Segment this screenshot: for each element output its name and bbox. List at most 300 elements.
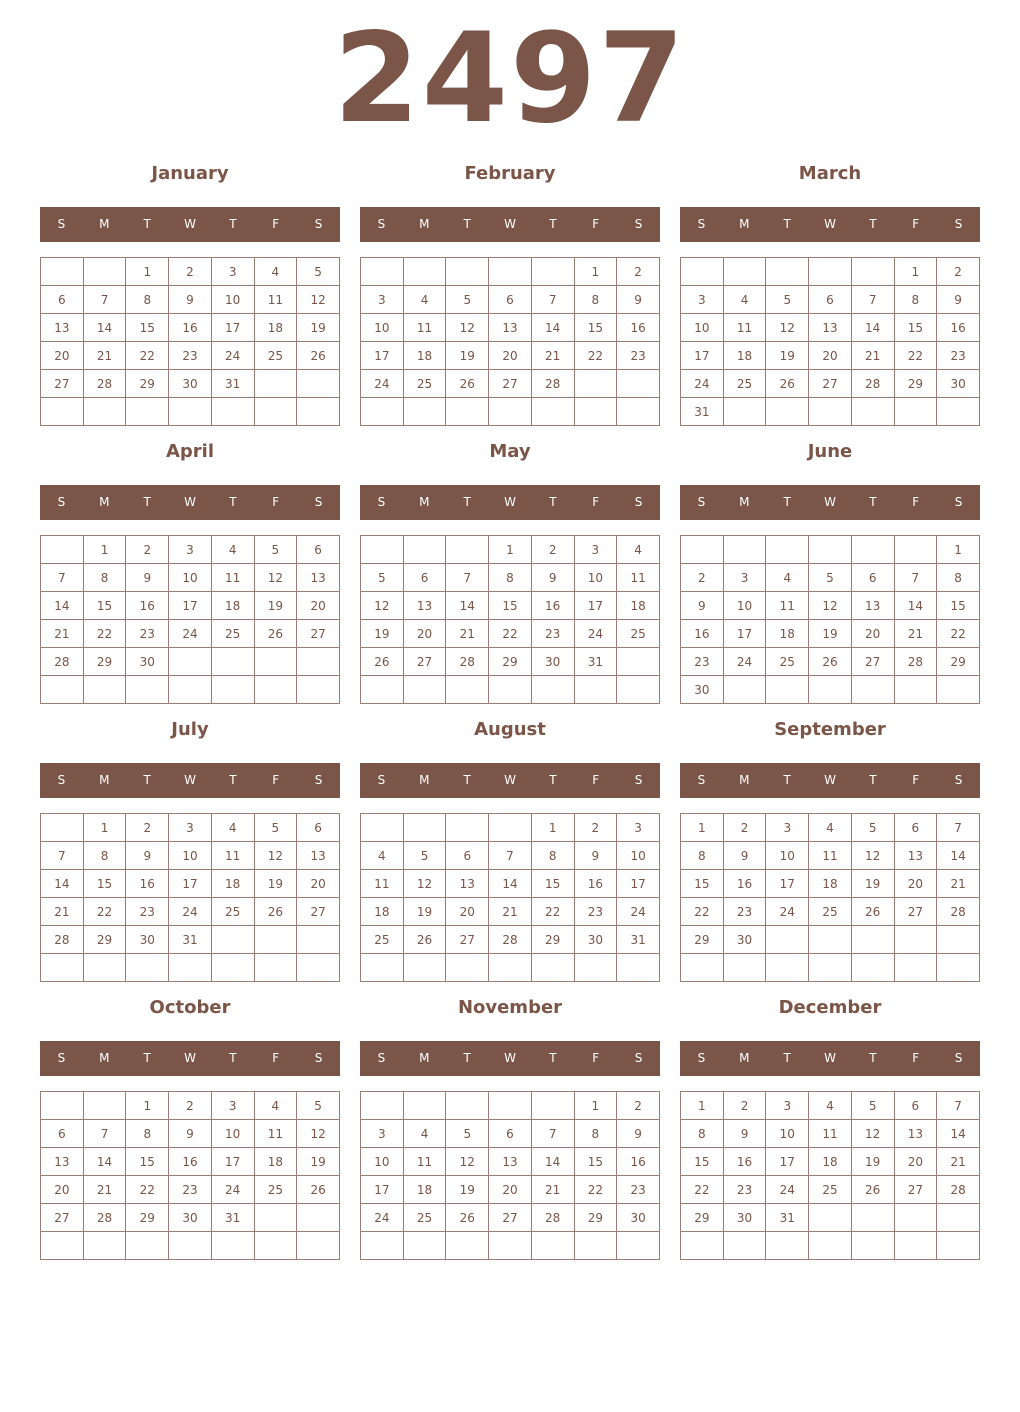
day-cell: 12 bbox=[297, 1120, 340, 1148]
day-cell: 18 bbox=[254, 314, 297, 342]
day-cell: 31 bbox=[681, 398, 724, 426]
day-cell: 1 bbox=[574, 1092, 617, 1120]
weekday-label: S bbox=[634, 217, 643, 231]
day-cell: 1 bbox=[126, 258, 169, 286]
day-cell bbox=[809, 258, 852, 286]
day-cell: 29 bbox=[681, 926, 724, 954]
weekday-header bbox=[680, 485, 980, 520]
day-cell bbox=[254, 1232, 297, 1260]
day-cell bbox=[41, 258, 84, 286]
day-cell: 18 bbox=[723, 342, 766, 370]
day-cell bbox=[211, 398, 254, 426]
day-cell: 10 bbox=[617, 842, 660, 870]
day-cell: 31 bbox=[617, 926, 660, 954]
day-cell: 14 bbox=[531, 314, 574, 342]
day-cell: 3 bbox=[766, 1092, 809, 1120]
month-name: July bbox=[171, 719, 209, 740]
day-cell: 3 bbox=[617, 814, 660, 842]
week-row bbox=[681, 676, 980, 704]
day-cell: 6 bbox=[894, 814, 937, 842]
day-cell: 15 bbox=[531, 870, 574, 898]
day-cell bbox=[41, 954, 84, 982]
day-cell: 1 bbox=[894, 258, 937, 286]
day-cell: 13 bbox=[403, 592, 446, 620]
day-cell bbox=[617, 676, 660, 704]
weekday-label: S bbox=[954, 1051, 963, 1065]
day-cell: 3 bbox=[723, 564, 766, 592]
day-cell: 7 bbox=[446, 564, 489, 592]
day-cell: 9 bbox=[617, 1120, 660, 1148]
week-row bbox=[41, 954, 340, 982]
day-cell: 1 bbox=[531, 814, 574, 842]
day-cell: 12 bbox=[361, 592, 404, 620]
day-cell: 30 bbox=[574, 926, 617, 954]
weekday-label: M bbox=[419, 1051, 430, 1065]
day-cell: 10 bbox=[211, 286, 254, 314]
week-row bbox=[681, 1092, 980, 1120]
day-cell bbox=[83, 258, 126, 286]
day-cell: 25 bbox=[211, 620, 254, 648]
weekday-label: S bbox=[377, 1051, 386, 1065]
weekday-label: M bbox=[739, 773, 750, 787]
weekday-label: T bbox=[463, 773, 471, 787]
weekday-label: S bbox=[634, 495, 643, 509]
week-row bbox=[681, 258, 980, 286]
weekday-label: F bbox=[912, 217, 920, 231]
day-cell: 24 bbox=[361, 370, 404, 398]
day-cell bbox=[894, 676, 937, 704]
day-cell bbox=[446, 814, 489, 842]
day-cell: 9 bbox=[681, 592, 724, 620]
day-cell bbox=[574, 398, 617, 426]
day-cell: 7 bbox=[489, 842, 532, 870]
day-cell bbox=[531, 258, 574, 286]
day-cell: 2 bbox=[617, 1092, 660, 1120]
day-cell: 3 bbox=[211, 258, 254, 286]
month-name: February bbox=[464, 163, 556, 184]
day-cell: 18 bbox=[254, 1148, 297, 1176]
weekday-header bbox=[680, 1041, 980, 1076]
day-cell: 4 bbox=[617, 536, 660, 564]
day-cell bbox=[574, 954, 617, 982]
day-cell: 25 bbox=[809, 1176, 852, 1204]
day-cell: 27 bbox=[489, 1204, 532, 1232]
day-cell bbox=[361, 536, 404, 564]
day-cell: 3 bbox=[766, 814, 809, 842]
weekday-label: M bbox=[419, 495, 430, 509]
day-cell: 2 bbox=[723, 1092, 766, 1120]
day-cell bbox=[489, 814, 532, 842]
day-cell: 11 bbox=[766, 592, 809, 620]
day-cell: 15 bbox=[574, 314, 617, 342]
day-cell: 22 bbox=[126, 1176, 169, 1204]
day-cell: 3 bbox=[169, 814, 212, 842]
day-cell bbox=[361, 954, 404, 982]
week-row bbox=[41, 314, 340, 342]
day-cell: 15 bbox=[83, 592, 126, 620]
day-cell: 28 bbox=[83, 370, 126, 398]
day-cell: 24 bbox=[681, 370, 724, 398]
day-cell: 8 bbox=[681, 1120, 724, 1148]
day-cell: 23 bbox=[126, 620, 169, 648]
day-cell: 20 bbox=[297, 592, 340, 620]
day-cell bbox=[83, 676, 126, 704]
weekday-label: T bbox=[549, 773, 557, 787]
day-cell bbox=[403, 1092, 446, 1120]
week-row bbox=[361, 1120, 660, 1148]
day-cell: 24 bbox=[211, 1176, 254, 1204]
day-cell: 27 bbox=[297, 620, 340, 648]
day-cell: 30 bbox=[169, 370, 212, 398]
weekday-label: S bbox=[634, 1051, 643, 1065]
day-cell: 15 bbox=[681, 1148, 724, 1176]
day-cell: 27 bbox=[446, 926, 489, 954]
weekday-label: M bbox=[739, 1051, 750, 1065]
day-cell: 7 bbox=[83, 286, 126, 314]
weekday-header bbox=[40, 485, 340, 520]
day-cell bbox=[894, 954, 937, 982]
weekday-label: F bbox=[592, 773, 600, 787]
weekday-label: T bbox=[143, 773, 151, 787]
day-cell bbox=[809, 676, 852, 704]
day-cell: 1 bbox=[83, 536, 126, 564]
day-cell bbox=[531, 1092, 574, 1120]
week-row bbox=[681, 814, 980, 842]
month-name: January bbox=[151, 163, 229, 184]
day-cell: 25 bbox=[254, 1176, 297, 1204]
weekday-label: F bbox=[272, 773, 280, 787]
day-cell: 30 bbox=[681, 676, 724, 704]
weekday-label: S bbox=[377, 217, 386, 231]
day-cell bbox=[169, 648, 212, 676]
day-cell: 31 bbox=[211, 1204, 254, 1232]
day-cell: 24 bbox=[766, 1176, 809, 1204]
week-row bbox=[361, 842, 660, 870]
day-cell: 13 bbox=[489, 1148, 532, 1176]
weekday-label: F bbox=[592, 217, 600, 231]
day-cell: 25 bbox=[723, 370, 766, 398]
day-cell bbox=[83, 1232, 126, 1260]
day-cell: 28 bbox=[41, 926, 84, 954]
day-grid bbox=[360, 257, 660, 426]
day-cell: 8 bbox=[681, 842, 724, 870]
day-cell bbox=[297, 926, 340, 954]
week-row bbox=[41, 1092, 340, 1120]
day-cell: 4 bbox=[766, 564, 809, 592]
day-cell bbox=[446, 954, 489, 982]
day-cell bbox=[766, 398, 809, 426]
weekday-label: T bbox=[549, 217, 557, 231]
day-cell: 15 bbox=[894, 314, 937, 342]
day-cell: 19 bbox=[446, 1176, 489, 1204]
day-cell: 16 bbox=[126, 592, 169, 620]
day-cell: 10 bbox=[766, 842, 809, 870]
day-cell bbox=[809, 954, 852, 982]
day-cell: 20 bbox=[41, 1176, 84, 1204]
week-row bbox=[361, 1232, 660, 1260]
day-cell: 11 bbox=[403, 1148, 446, 1176]
day-cell: 8 bbox=[126, 286, 169, 314]
day-cell: 10 bbox=[211, 1120, 254, 1148]
day-cell: 12 bbox=[851, 842, 894, 870]
day-cell: 7 bbox=[937, 814, 980, 842]
day-cell bbox=[126, 954, 169, 982]
day-cell: 11 bbox=[361, 870, 404, 898]
week-row bbox=[681, 898, 980, 926]
day-cell bbox=[851, 1204, 894, 1232]
weekday-label: T bbox=[869, 495, 877, 509]
day-cell: 26 bbox=[297, 342, 340, 370]
day-cell bbox=[297, 1204, 340, 1232]
day-cell: 17 bbox=[617, 870, 660, 898]
weekday-label: M bbox=[739, 495, 750, 509]
day-cell: 12 bbox=[254, 564, 297, 592]
weekday-label: S bbox=[697, 773, 706, 787]
day-cell: 19 bbox=[766, 342, 809, 370]
day-cell bbox=[723, 1232, 766, 1260]
day-cell: 29 bbox=[531, 926, 574, 954]
day-cell: 4 bbox=[254, 258, 297, 286]
day-cell bbox=[83, 954, 126, 982]
day-cell: 15 bbox=[489, 592, 532, 620]
day-cell bbox=[531, 1232, 574, 1260]
day-cell bbox=[169, 676, 212, 704]
day-cell: 15 bbox=[937, 592, 980, 620]
weekday-header bbox=[680, 763, 980, 798]
week-row bbox=[41, 814, 340, 842]
weekday-label: F bbox=[912, 1051, 920, 1065]
day-cell: 26 bbox=[361, 648, 404, 676]
day-cell bbox=[574, 1232, 617, 1260]
weekday-label: F bbox=[272, 217, 280, 231]
day-cell: 2 bbox=[169, 258, 212, 286]
weekday-label: T bbox=[869, 773, 877, 787]
day-cell: 4 bbox=[211, 536, 254, 564]
weekday-label: S bbox=[57, 495, 66, 509]
day-cell: 4 bbox=[403, 286, 446, 314]
week-row bbox=[681, 620, 980, 648]
day-cell: 13 bbox=[297, 842, 340, 870]
day-cell: 30 bbox=[531, 648, 574, 676]
day-cell: 17 bbox=[169, 592, 212, 620]
day-cell: 24 bbox=[766, 898, 809, 926]
day-cell bbox=[297, 954, 340, 982]
day-cell: 6 bbox=[403, 564, 446, 592]
day-cell: 23 bbox=[126, 898, 169, 926]
weekday-header bbox=[360, 1041, 660, 1076]
weekday-label: T bbox=[783, 217, 791, 231]
day-cell: 18 bbox=[766, 620, 809, 648]
day-cell: 8 bbox=[83, 564, 126, 592]
day-cell: 9 bbox=[531, 564, 574, 592]
day-cell bbox=[937, 676, 980, 704]
day-cell: 21 bbox=[894, 620, 937, 648]
day-cell: 22 bbox=[681, 1176, 724, 1204]
weekday-label: S bbox=[314, 495, 323, 509]
month-name: April bbox=[165, 441, 215, 462]
day-cell: 23 bbox=[723, 1176, 766, 1204]
day-cell: 13 bbox=[41, 1148, 84, 1176]
day-cell: 4 bbox=[254, 1092, 297, 1120]
day-cell: 11 bbox=[254, 286, 297, 314]
day-cell bbox=[41, 536, 84, 564]
weekday-label: S bbox=[634, 773, 643, 787]
day-cell bbox=[723, 398, 766, 426]
year-title: 2497 bbox=[333, 7, 687, 151]
week-row bbox=[681, 286, 980, 314]
weekday-label: T bbox=[229, 773, 237, 787]
day-cell: 28 bbox=[531, 370, 574, 398]
day-grid bbox=[40, 813, 340, 982]
day-cell: 26 bbox=[766, 370, 809, 398]
day-cell bbox=[489, 1232, 532, 1260]
day-cell bbox=[361, 676, 404, 704]
day-cell: 26 bbox=[446, 370, 489, 398]
day-cell: 10 bbox=[766, 1120, 809, 1148]
day-cell: 13 bbox=[894, 1120, 937, 1148]
day-cell: 16 bbox=[531, 592, 574, 620]
weekday-label: M bbox=[99, 217, 110, 231]
day-cell bbox=[297, 370, 340, 398]
day-cell: 24 bbox=[169, 898, 212, 926]
weekday-label: S bbox=[377, 495, 386, 509]
weekday-label: W bbox=[824, 495, 836, 509]
week-row bbox=[41, 926, 340, 954]
weekday-label: W bbox=[184, 495, 196, 509]
day-grid bbox=[680, 1091, 980, 1260]
day-cell: 26 bbox=[403, 926, 446, 954]
day-cell: 9 bbox=[723, 1120, 766, 1148]
day-cell bbox=[851, 676, 894, 704]
day-cell: 14 bbox=[83, 1148, 126, 1176]
day-cell: 2 bbox=[126, 536, 169, 564]
day-cell: 6 bbox=[41, 286, 84, 314]
day-cell: 24 bbox=[617, 898, 660, 926]
day-cell: 7 bbox=[531, 1120, 574, 1148]
day-cell bbox=[937, 954, 980, 982]
month-name: October bbox=[149, 997, 231, 1018]
weekday-label: T bbox=[463, 217, 471, 231]
weekday-label: S bbox=[954, 217, 963, 231]
day-cell: 6 bbox=[851, 564, 894, 592]
day-cell bbox=[83, 398, 126, 426]
day-cell: 4 bbox=[809, 814, 852, 842]
day-cell: 2 bbox=[574, 814, 617, 842]
day-cell bbox=[297, 398, 340, 426]
day-cell: 17 bbox=[211, 1148, 254, 1176]
week-row bbox=[361, 1176, 660, 1204]
week-row bbox=[361, 814, 660, 842]
day-cell bbox=[851, 954, 894, 982]
day-cell: 31 bbox=[211, 370, 254, 398]
day-cell: 22 bbox=[681, 898, 724, 926]
day-cell: 4 bbox=[361, 842, 404, 870]
day-cell bbox=[446, 676, 489, 704]
day-cell: 19 bbox=[809, 620, 852, 648]
day-cell: 30 bbox=[126, 648, 169, 676]
day-cell: 22 bbox=[83, 620, 126, 648]
day-cell: 8 bbox=[894, 286, 937, 314]
day-cell bbox=[169, 398, 212, 426]
weekday-label: T bbox=[463, 1051, 471, 1065]
week-row bbox=[681, 564, 980, 592]
day-cell: 27 bbox=[403, 648, 446, 676]
week-row bbox=[361, 898, 660, 926]
day-cell: 22 bbox=[574, 1176, 617, 1204]
day-cell bbox=[126, 398, 169, 426]
day-cell: 3 bbox=[211, 1092, 254, 1120]
day-cell bbox=[254, 370, 297, 398]
day-cell: 25 bbox=[211, 898, 254, 926]
day-cell bbox=[297, 676, 340, 704]
weekday-label: W bbox=[504, 773, 516, 787]
week-row bbox=[41, 592, 340, 620]
day-cell: 5 bbox=[809, 564, 852, 592]
day-cell bbox=[531, 676, 574, 704]
day-cell: 15 bbox=[83, 870, 126, 898]
day-cell: 16 bbox=[617, 314, 660, 342]
day-cell: 10 bbox=[681, 314, 724, 342]
day-cell: 8 bbox=[83, 842, 126, 870]
week-row bbox=[361, 592, 660, 620]
week-row bbox=[41, 1204, 340, 1232]
day-cell: 23 bbox=[937, 342, 980, 370]
day-cell: 17 bbox=[574, 592, 617, 620]
day-cell bbox=[361, 1232, 404, 1260]
weekday-label: F bbox=[912, 773, 920, 787]
week-row bbox=[681, 592, 980, 620]
day-cell: 27 bbox=[297, 898, 340, 926]
day-cell: 27 bbox=[894, 898, 937, 926]
day-cell: 16 bbox=[937, 314, 980, 342]
day-cell bbox=[766, 954, 809, 982]
day-cell: 23 bbox=[574, 898, 617, 926]
day-cell: 21 bbox=[41, 620, 84, 648]
weekday-label: W bbox=[184, 1051, 196, 1065]
day-cell: 29 bbox=[83, 648, 126, 676]
week-row bbox=[361, 314, 660, 342]
day-cell: 20 bbox=[894, 870, 937, 898]
day-cell: 13 bbox=[489, 314, 532, 342]
day-cell: 14 bbox=[937, 842, 980, 870]
day-cell bbox=[211, 676, 254, 704]
month-name: December bbox=[778, 997, 882, 1018]
day-cell: 22 bbox=[937, 620, 980, 648]
weekday-label: W bbox=[504, 495, 516, 509]
week-row bbox=[681, 536, 980, 564]
day-cell: 25 bbox=[766, 648, 809, 676]
week-row bbox=[681, 1204, 980, 1232]
day-cell: 22 bbox=[489, 620, 532, 648]
week-row bbox=[41, 1148, 340, 1176]
day-cell: 28 bbox=[937, 898, 980, 926]
week-row bbox=[41, 286, 340, 314]
day-cell bbox=[766, 536, 809, 564]
week-row bbox=[361, 1092, 660, 1120]
weekday-label: T bbox=[463, 495, 471, 509]
day-cell: 20 bbox=[489, 342, 532, 370]
day-cell bbox=[681, 258, 724, 286]
month-name: June bbox=[807, 441, 853, 462]
weekday-label: S bbox=[57, 1051, 66, 1065]
day-cell: 27 bbox=[809, 370, 852, 398]
day-cell: 7 bbox=[851, 286, 894, 314]
week-row bbox=[41, 676, 340, 704]
weekday-label: M bbox=[99, 495, 110, 509]
day-cell: 15 bbox=[681, 870, 724, 898]
day-cell: 19 bbox=[297, 1148, 340, 1176]
day-cell: 23 bbox=[681, 648, 724, 676]
